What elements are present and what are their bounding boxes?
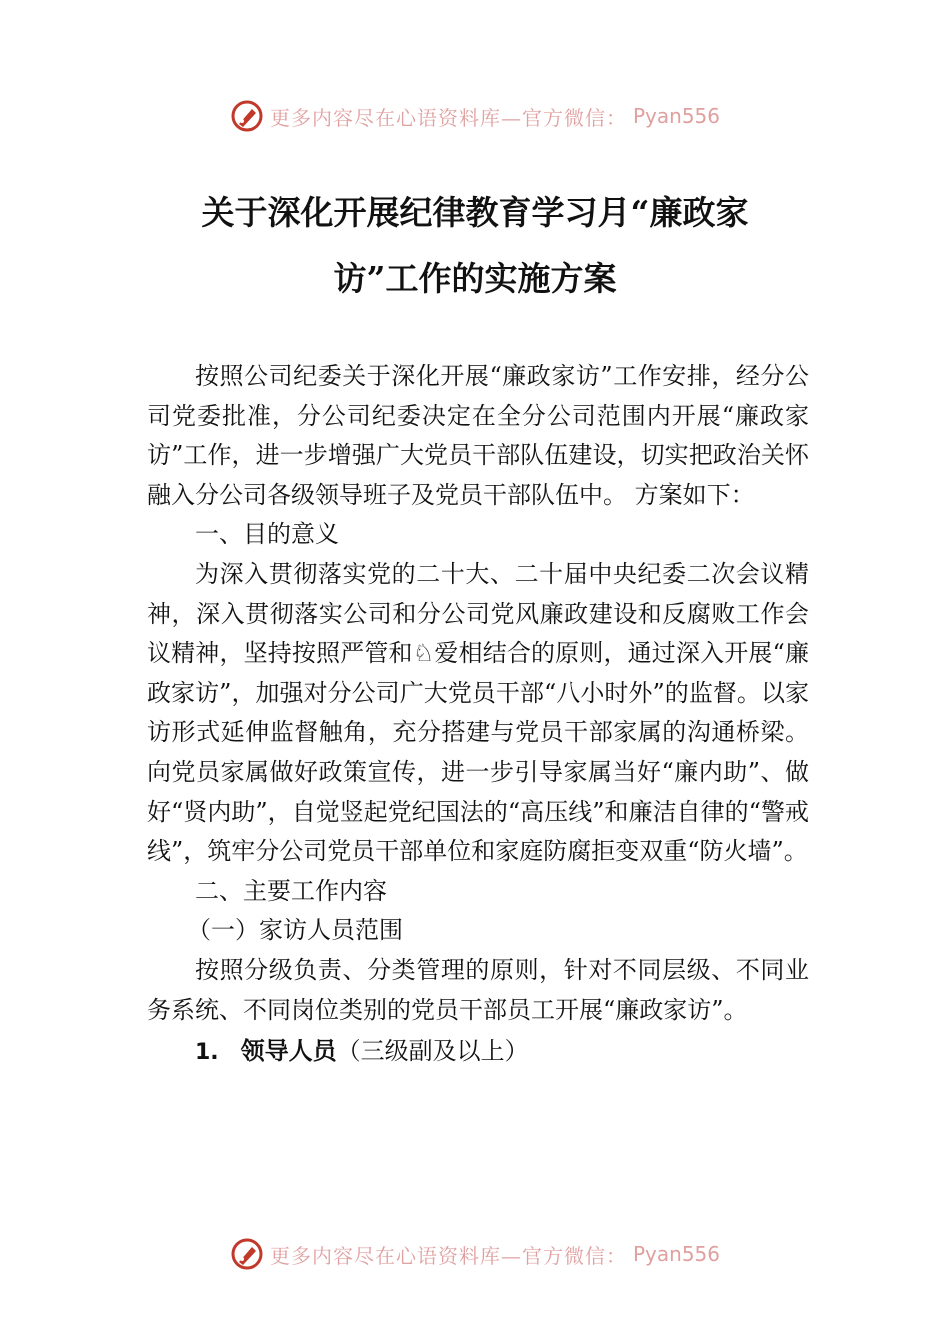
item-1-number: 1. [195,1040,219,1066]
watermark-text: 更多内容尽在心语资料库—官方微信： [269,105,627,130]
document-title [150,180,800,312]
item-1-rest: （三级副及以上） [336,1037,529,1066]
watermark-wechat-id: Pyan556 [632,104,720,128]
section-2-heading: 二、主要工作内容 [195,876,387,905]
pen-logo-icon [230,1237,264,1271]
watermark-wechat-id: Pyan556 [632,1242,720,1266]
title-line-1: 关于深化开展纪律教育学习月“廉政家 [201,193,749,232]
pen-logo-icon [230,99,264,133]
intro-paragraph: 按照公司纪委关于深化开展“廉政家访”工作安排，经分公司党委批准，分公司纪委决定在全分公司范围内开展“廉政家访”工作，进一步增强广大党员干部队伍建设，切实把政治关怀融入分公司各级领导班子及党员干部队伍中。 方案如下： [147,362,809,509]
title-line-2: 访”工作的实施方案 [333,259,617,298]
watermark-bottom [0,1234,950,1274]
watermark-text: 更多内容尽在心语资料库—官方微信： [269,1243,627,1268]
section-1-paragraph: 为深入贯彻落实党的二十大、二十届中央纪委二次会议精神，深入贯彻落实公司和分公司党风廉政建设和反腐败工作会议精神，坚持按照严管和♘爱相结合的原则，通过深入开展“廉政家访”，加强对分公司广大党员干部“八小时外”的监督。以家访形式延伸监督触角，充分搭建与党员干部家属的沟通桥梁。向党员家属做好政策宣传，进一步引导家属当好“廉内助”、做好“贤内助”，自觉竖起党纪国法的“高压线”和廉洁自律的“警戒线”，筑牢分公司党员干部单位和家庭防腐拒变双重“防火墙”。 [147,559,809,866]
subsection-1-paragraph: 按照分级负责、分类管理的原则，针对不同层级、不同业务系统、不同岗位类别的党员干部员工开展“廉政家访”。 [147,955,809,1024]
subsection-1-heading: （一）家访人员范围 [187,916,403,945]
document-body [147,357,809,1074]
section-1-heading: 一、目的意义 [195,520,339,549]
watermark-top [0,96,950,136]
item-1-bold-label: 领导人员 [240,1037,337,1066]
item-1-heading [147,1030,809,1074]
